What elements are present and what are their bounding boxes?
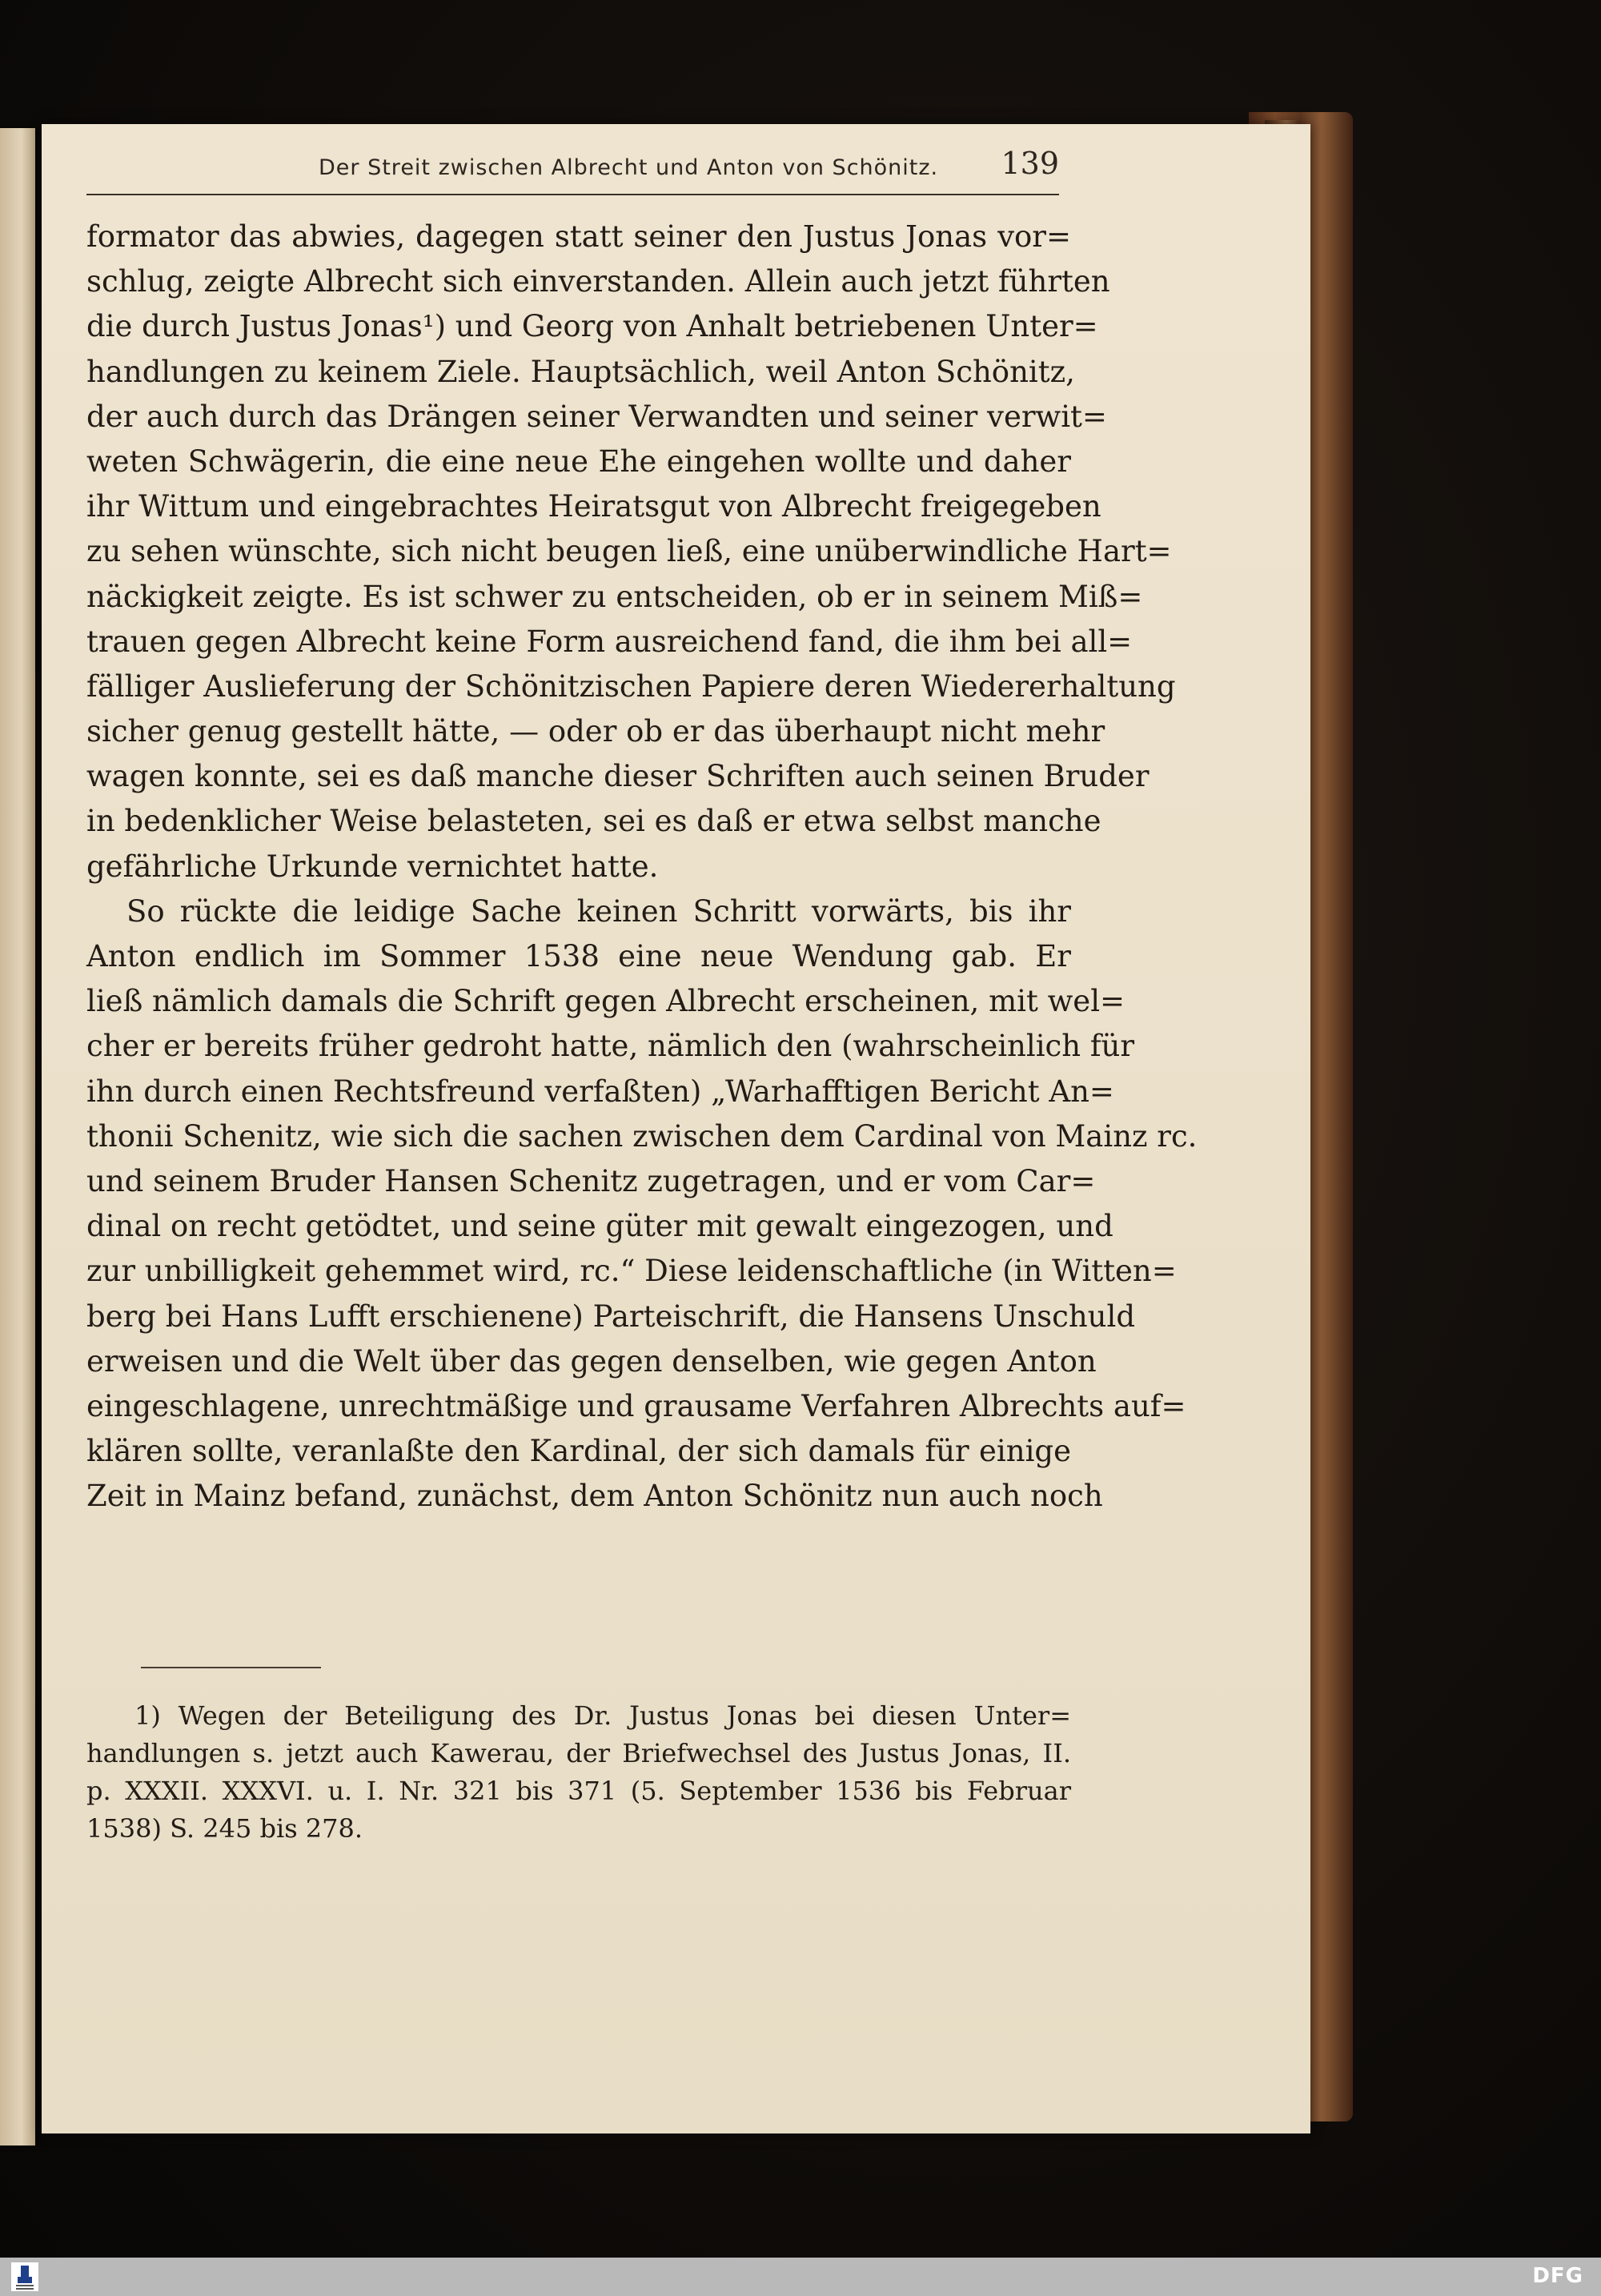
text-line: und seinem Bruder Hansen Schenitz zugetragen, und er vom Car=: [86, 1163, 1096, 1198]
footnote-rule: [141, 1667, 321, 1668]
text-line: eingeschlagene, unrechtmäßige und grausame Verfahren Albrechts auf=: [86, 1388, 1186, 1423]
text-line: formator das abwies, dagegen statt seiner den Justus Jonas vor=: [86, 219, 1071, 254]
text-line: ließ nämlich damals die Schrift gegen Albrecht erscheinen, mit wel=: [86, 984, 1126, 1019]
footnote: [86, 1697, 1071, 1848]
footnote-line: 1) Wegen der Beteiligung des Dr. Justus Jonas bei diesen Unter=: [134, 1700, 1071, 1731]
running-header: [86, 144, 1059, 195]
previous-page-edge: [0, 128, 35, 2145]
text-line: zu sehen wünschte, sich nicht beugen ließ, eine unüberwindliche Hart=: [86, 534, 1172, 569]
text-line: ihr Wittum und eingebrachtes Heiratsgut von Albrecht freigegeben: [86, 489, 1101, 524]
text-line: So rückte die leidige Sache keinen Schritt vorwärts, bis ihr: [126, 893, 1071, 929]
dfg-logo[interactable]: DFG: [1532, 2264, 1583, 2288]
text-line: der auch durch das Drängen seiner Verwandten und seiner verwit=: [86, 399, 1107, 434]
footnote-line: p. XXXII. XXXVI. u. I. Nr. 321 bis 371 (5. September 1536 bis Februar: [86, 1776, 1071, 1806]
text-line: weten Schwägerin, die eine neue Ehe eingehen wollte und daher: [86, 444, 1071, 479]
body-text: [86, 215, 1198, 1519]
text-line: in bedenklicher Weise belasteten, sei es daß er etwa selbst manche: [86, 804, 1101, 839]
text-line: zur unbilligkeit gehemmet wird, rc.“ Diese leidenschaftliche (in Witten=: [86, 1254, 1177, 1289]
text-line: handlungen zu keinem Ziele. Hauptsächlich, weil Anton Schönitz,: [86, 354, 1075, 389]
footnote-line: handlungen s. jetzt auch Kawerau, der Briefwechsel des Justus Jonas, II.: [86, 1738, 1071, 1768]
footnote-line: 1538) S. 245 bis 278.: [86, 1813, 363, 1844]
text-line: näckigkeit zeigte. Es ist schwer zu entscheiden, ob er in seinem Miß=: [86, 579, 1143, 614]
text-line: trauen gegen Albrecht keine Form ausreichend fand, die ihm bei all=: [86, 624, 1133, 659]
text-line: wagen konnte, sei es daß manche dieser Schriften auch seinen Bruder: [86, 759, 1150, 794]
text-line: ihn durch einen Rechtsfreund verfaßten) „Warhafftigen Bericht An=: [86, 1074, 1114, 1109]
library-seal-icon[interactable]: [11, 2262, 38, 2291]
page-number: 139: [1001, 146, 1059, 181]
viewer-bottom-bar: [0, 2258, 1601, 2296]
text-line: schlug, zeigte Albrecht sich einverstanden. Allein auch jetzt führten: [86, 264, 1110, 299]
text-line: klären sollte, veranlaßte den Kardinal, der sich damals für einige: [86, 1434, 1071, 1469]
text-line: Anton endlich im Sommer 1538 eine neue Wendung gab. Er: [86, 939, 1071, 973]
text-line: Zeit in Mainz befand, zunächst, dem Anton Schönitz nun auch noch: [86, 1479, 1103, 1514]
text-line: cher er bereits früher gedroht hatte, nämlich den (wahrscheinlich für: [86, 1029, 1135, 1064]
text-line: die durch Justus Jonas¹) und Georg von Anhalt betriebenen Unter=: [86, 309, 1098, 344]
text-line: fälliger Auslieferung der Schönitzischen Papiere deren Wiedererhaltung: [86, 668, 1176, 704]
running-title: Der Streit zwischen Albrecht und Anton von Schönitz.: [319, 155, 939, 180]
text-line: thonii Schenitz, wie sich die sachen zwischen dem Cardinal von Mainz rc.: [86, 1118, 1198, 1154]
text-line: berg bei Hans Lufft erschienene) Parteischrift, die Hansens Unschuld: [86, 1299, 1136, 1334]
text-line: sicher genug gestellt hätte, — oder ob er das überhaupt nicht mehr: [86, 714, 1105, 749]
text-line: erweisen und die Welt über das gegen denselben, wie gegen Anton: [86, 1343, 1097, 1379]
text-line: dinal on recht getödtet, und seine güter mit gewalt eingezogen, und: [86, 1209, 1113, 1244]
text-line: gefährliche Urkunde vernichtet hatte.: [86, 849, 659, 884]
